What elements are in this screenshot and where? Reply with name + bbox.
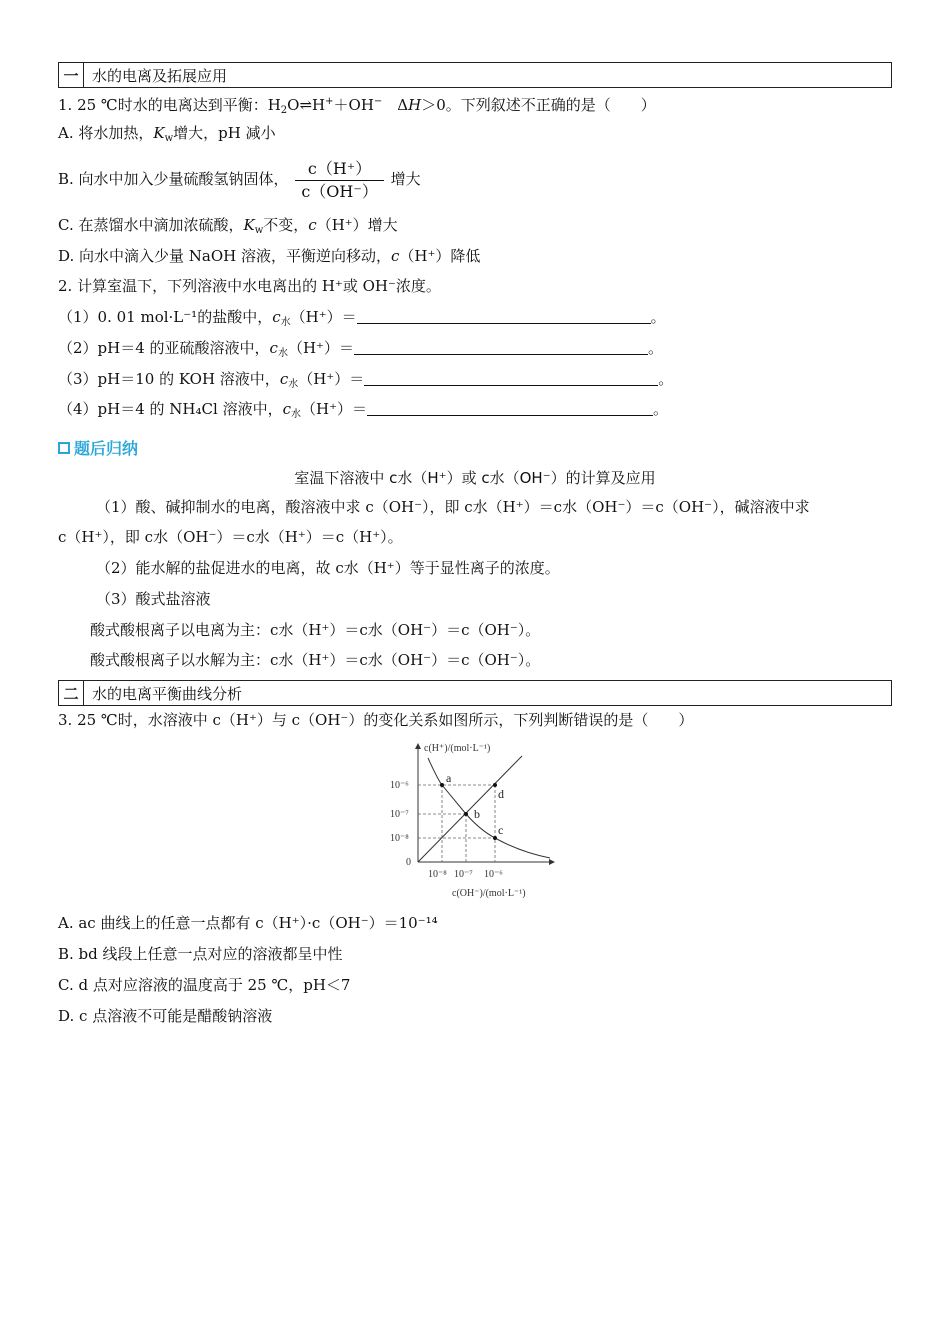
q2-item-2: （2）pH＝4 的亚硫酸溶液中，$c_水(H^+)=$ 。 — [58, 339, 663, 359]
neutral-line-bd — [418, 756, 522, 862]
summary-para-4: 酸式酸根离子以电离为主：c水（H⁺）＝c水（OH⁻）＝c（OH⁻）。 — [90, 621, 541, 639]
summary-para-2: （2）能水解的盐促进水的电离，故 c水（H⁺）等于显性离子的浓度。 — [96, 559, 560, 577]
x-tick-2: 10⁻⁷ — [454, 869, 473, 880]
q1-option-b: B. 向水中加入少量硫酸氢钠固体， $\frac{c(H^+)}{c(OH^-)}$ 增大 — [58, 158, 421, 201]
q3-option-b: B. bd 线段上任意一点对应的溶液都呈中性 — [58, 945, 343, 963]
point-a — [440, 783, 444, 787]
answer-blank[interactable] — [357, 309, 651, 324]
y-axis-label: c(H⁺)/(mol·L⁻¹) — [424, 743, 491, 754]
answer-blank[interactable] — [367, 401, 653, 416]
q3-stem: 3. 25 ℃时，水溶液中 c（H⁺）与 c（OH⁻）的变化关系如图所示，下列判断错误的是（ ） — [58, 711, 694, 729]
point-a-label: a — [446, 771, 452, 785]
ratio-fraction — [295, 158, 383, 203]
point-b — [464, 812, 468, 816]
section-2-header — [58, 680, 892, 706]
section-2-number: 二 — [59, 681, 84, 705]
origin-label: 0 — [406, 857, 411, 868]
water-ionization-graph — [380, 738, 570, 902]
summary-tip-heading: 题后归纳 — [58, 436, 138, 459]
checkbox-square-icon — [58, 442, 70, 454]
q1-stem: 1. 25 ℃时水的电离达到平衡：$H_2O\rightleftharpoons H^++OH^-$ ΔH＞0。下列叙述不正确的是（ ） — [58, 96, 656, 116]
point-c-label: c — [498, 823, 504, 837]
point-b-label: b — [474, 807, 480, 821]
x-tick-1: 10⁻⁸ — [428, 869, 447, 880]
summary-title: 室温下溶液中 c水（H⁺）或 c水（OH⁻）的计算及应用 — [294, 469, 656, 487]
summary-para-3: （3）酸式盐溶液 — [96, 590, 211, 608]
point-d-label: d — [498, 787, 504, 801]
q2-item-1: （1）0. 01 mol·L⁻¹的盐酸中，$c_水(H^+)=$ 。 — [58, 308, 666, 328]
q1-option-d: D. 向水中滴入少量 NaOH 溶液，平衡逆向移动，c（H⁺）降低 — [58, 247, 481, 265]
point-d — [493, 783, 497, 787]
q3-option-c: C. d 点对应溶液的温度高于 25 ℃，pH＜7 — [58, 976, 351, 994]
q2-stem: 2. 计算室温下，下列溶液中水电离出的 H⁺或 OH⁻浓度。 — [58, 277, 441, 295]
section-1-title: 水的电离及拓展应用 — [92, 66, 228, 85]
y-tick-2: 10⁻⁷ — [390, 809, 409, 820]
x-tick-3: 10⁻⁶ — [484, 869, 503, 880]
q2-item-3: （3）pH＝10 的 KOH 溶液中，$c_水(H^+)=$ 。 — [58, 370, 674, 390]
x-axis-label: c(OH⁻)/(mol·L⁻¹) — [452, 888, 526, 899]
y-tick-3: 10⁻⁸ — [390, 833, 409, 844]
answer-blank[interactable] — [364, 371, 658, 386]
section-2-title: 水的电离平衡曲线分析 — [92, 684, 243, 703]
fraction-denominator: c（OH⁻） — [301, 181, 378, 201]
fraction-numerator: c（H⁺） — [295, 158, 383, 181]
q1-option-a: A. 将水加热，$K_w$增大，pH 减小 — [58, 124, 276, 144]
summary-para-1a: （1）酸、碱抑制水的电离，酸溶液中求 c（OH⁻），即 c水（H⁺）＝c水（OH⁻）＝c（OH⁻），碱溶液中求 — [96, 498, 810, 516]
summary-para-5: 酸式酸根离子以水解为主：c水（H⁺）＝c水（OH⁻）＝c（OH⁻）。 — [90, 651, 541, 669]
q3-option-d: D. c 点溶液不可能是醋酸钠溶液 — [58, 1007, 273, 1025]
answer-blank[interactable] — [354, 340, 648, 355]
y-tick-1: 10⁻⁶ — [390, 780, 409, 791]
summary-para-1b: c（H⁺），即 c水（OH⁻）＝c水（H⁺）＝c（H⁺）。 — [58, 528, 403, 546]
point-c — [493, 836, 497, 840]
q1-option-c: C. 在蒸馏水中滴加浓硫酸，$K_w$不变，c（H⁺）增大 — [58, 216, 398, 236]
q3-option-a: A. ac 曲线上的任意一点都有 c（H⁺）·c（OH⁻）＝10⁻¹⁴ — [58, 914, 438, 932]
q2-item-4: （4）pH＝4 的 NH₄Cl 溶液中，$c_水(H^+)=$ 。 — [58, 400, 668, 420]
section-1-header — [58, 62, 892, 88]
section-1-number: 一 — [59, 63, 84, 87]
